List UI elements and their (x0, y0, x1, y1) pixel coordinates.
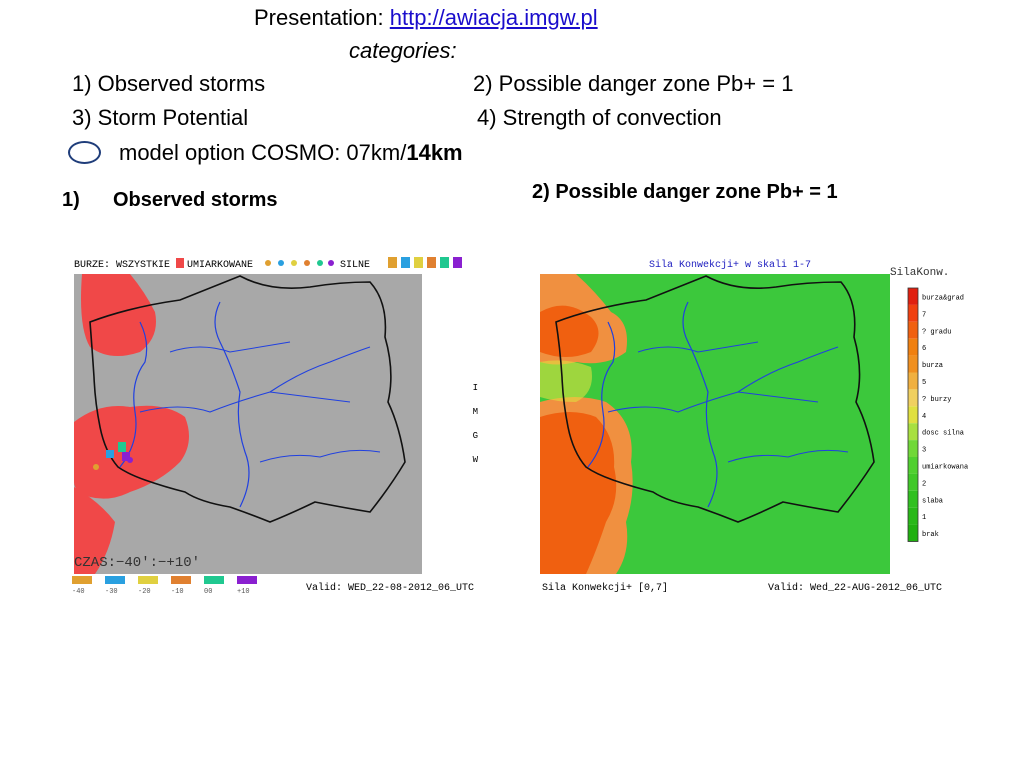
valid-time: Valid: WED_22-08-2012_06_UTC (306, 583, 475, 594)
scale-swatch (908, 322, 918, 339)
scale-label: umiarkowana (922, 463, 969, 472)
section-1-title: Observed storms (113, 189, 278, 211)
time-legend-swatch (171, 576, 191, 584)
scale-swatch (908, 457, 918, 474)
valid-time: Valid: Wed_22-AUG-2012_06_UTC (768, 583, 943, 594)
legend-dot (278, 260, 284, 266)
scale-swatch (908, 373, 918, 390)
presentation-link[interactable]: http://awiacja.imgw.pl (389, 5, 598, 30)
legend-swatch (440, 257, 449, 268)
storm-cell (106, 450, 114, 458)
legend-dot (317, 260, 323, 266)
scale-label: 4 (922, 412, 927, 421)
scale-swatch (908, 406, 918, 423)
legend-dot (265, 260, 271, 266)
legend-swatch (414, 257, 423, 268)
scale-swatch (908, 508, 918, 525)
legend-swatch-moderate (176, 258, 184, 268)
presentation-line (254, 5, 598, 31)
scale-swatch (908, 525, 918, 542)
time-legend-label: -40 (72, 588, 85, 596)
convection-map (536, 252, 986, 597)
model-option-bold: 14km (406, 140, 463, 165)
time-legend-label: -10 (171, 588, 184, 596)
yellow-zone (540, 360, 592, 402)
legend-swatch (427, 257, 436, 268)
category-1: 1) Observed storms (72, 71, 266, 96)
category-3: 3) Storm Potential (72, 105, 249, 130)
convection-map-title: Sila Konwekcji+ w skali 1-7 (649, 260, 812, 271)
time-legend-swatch (105, 576, 125, 584)
legend-label-strong: SILNE (340, 260, 371, 271)
side-letter: I (472, 383, 478, 393)
category-4: 4) Strength of convection (477, 105, 722, 130)
scale-label: dosc silna (922, 429, 965, 438)
model-option-line (119, 140, 463, 166)
scale-label: 6 (922, 345, 927, 354)
categories-label: categories: (349, 38, 457, 63)
presentation-label: Presentation: (254, 5, 384, 30)
category-2: 2) Possible danger zone Pb+ = 1 (473, 71, 794, 96)
storm-cell (118, 442, 126, 452)
option-circle-icon[interactable] (68, 141, 101, 164)
time-window-label: CZAS:−40′:−+10′ (74, 555, 201, 571)
scale-swatch (908, 440, 918, 457)
time-legend-swatch (138, 576, 158, 584)
scale-label: 3 (922, 446, 927, 455)
scale-swatch (908, 491, 918, 508)
scale-swatch (908, 339, 918, 356)
storm-cell (93, 464, 99, 470)
scale-label: burza (922, 362, 944, 371)
scale-swatch (908, 389, 918, 406)
scale-swatch (908, 423, 918, 440)
observed-storms-map (70, 252, 482, 597)
scale-label: 1 (922, 514, 927, 523)
side-letter: G (472, 431, 478, 441)
legend-swatch (401, 257, 410, 268)
legend-dot (291, 260, 297, 266)
scale-label: 7 (922, 311, 927, 320)
convection-panel (536, 252, 986, 597)
legend-dot (328, 260, 334, 266)
time-legend-label: +10 (237, 588, 250, 596)
scale-label: ? gradu (922, 328, 952, 337)
scale-label: 5 (922, 378, 927, 387)
legend-label-all: BURZE: WSZYSTKIE (74, 260, 171, 271)
scale-label: ? burzy (922, 395, 952, 404)
scale-label: brak (922, 531, 939, 540)
legend-swatch (453, 257, 462, 268)
time-legend-swatch (204, 576, 224, 584)
storm-cell (127, 457, 133, 463)
legend-label-moderate: UMIARKOWANE (187, 260, 254, 271)
section-1-number: 1) (62, 189, 80, 211)
section-2-title: 2) Possible danger zone Pb+ = 1 (532, 181, 838, 203)
scale-label: slaba (922, 497, 944, 506)
scale-label: 2 (922, 480, 927, 489)
scale-label: burza&grad (922, 294, 965, 303)
observed-storms-panel (70, 252, 482, 597)
time-legend-label: 00 (204, 588, 213, 596)
convection-scale (908, 288, 968, 542)
scale-swatch (908, 305, 918, 322)
time-legend-label: -30 (105, 588, 118, 596)
scale-swatch (908, 288, 918, 305)
scale-swatch (908, 356, 918, 373)
side-letter: M (472, 407, 478, 417)
time-legend-swatch (237, 576, 257, 584)
brand-label: SilaKonw. (890, 267, 950, 279)
time-legend-swatch (72, 576, 92, 584)
model-option-text: model option COSMO: 07km/ (119, 140, 407, 165)
side-letter: W (472, 455, 478, 465)
legend-dot (304, 260, 310, 266)
footer-label: Sila Konwekcji+ [0,7] (542, 583, 669, 594)
scale-swatch (908, 474, 918, 491)
legend-swatch (388, 257, 397, 268)
time-legend-label: -20 (138, 588, 151, 596)
